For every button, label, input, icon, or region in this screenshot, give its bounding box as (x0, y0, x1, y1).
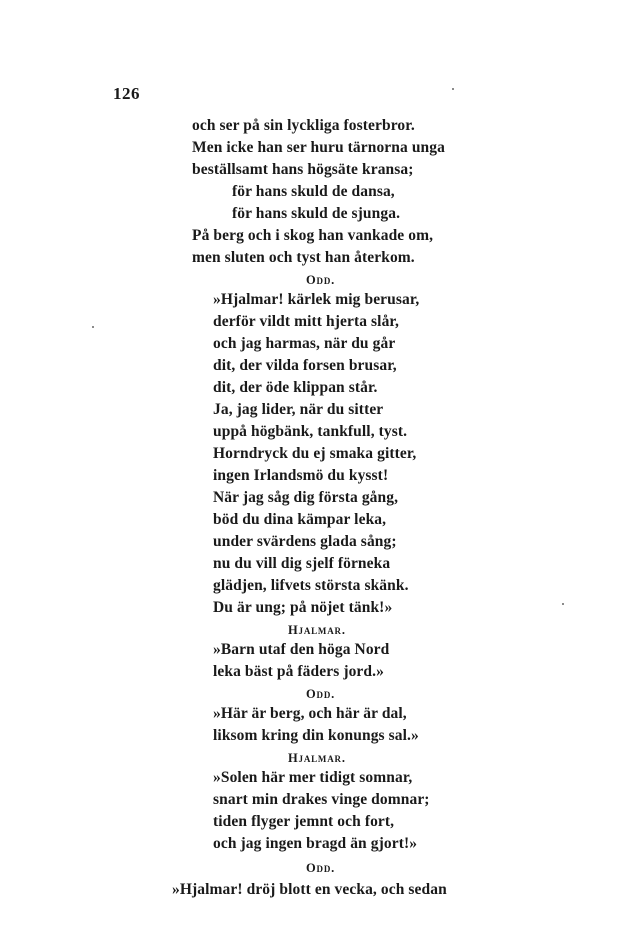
verse-line: »Här är berg, och här är dal, (213, 705, 407, 722)
verse-line: Men icke han ser huru tärnorna unga (192, 139, 445, 156)
verse-line: och jag ingen bragd än gjort!» (213, 835, 418, 852)
verse-line: glädjen, lifvets största skänk. (213, 577, 409, 594)
verse-line: men sluten och tyst han återkom. (192, 249, 415, 266)
verse-line: »Hjalmar! dröj blott en vecka, och sedan (172, 881, 447, 898)
speaker-label: Odd. (306, 273, 336, 287)
verse-line: tiden flyger jemnt och fort, (213, 813, 395, 830)
verse-line: nu du vill dig sjelf förneka (213, 555, 391, 572)
verse-line: liksom kring din konungs sal.» (213, 727, 419, 744)
verse-line: för hans skuld de sjunga. (232, 205, 401, 222)
verse-line: snart min drakes vinge domnar; (213, 791, 430, 808)
verse-line: böd du dina kämpar leka, (213, 511, 387, 528)
verse-line: leka bäst på fäders jord.» (213, 663, 384, 680)
speaker-label: Hjalmar. (288, 623, 346, 637)
speaker-label: Hjalmar. (288, 751, 346, 765)
verse-line: »Solen här mer tidigt somnar, (213, 769, 413, 786)
verse-line: och ser på sin lyckliga fosterbror. (192, 117, 415, 134)
verse-line: uppå högbänk, tankfull, tyst. (213, 423, 408, 440)
verse-line: Horndryck du ej smaka gitter, (213, 445, 417, 462)
scan-speck (92, 326, 94, 328)
scan-speck (452, 88, 454, 90)
verse-line: ingen Irlandsmö du kysst! (213, 467, 389, 484)
verse-line: under svärdens glada sång; (213, 533, 397, 550)
verse-line: derför vildt mitt hjerta slår, (213, 313, 399, 330)
verse-line: När jag såg dig första gång, (213, 489, 399, 506)
verse-line: dit, der öde klippan står. (213, 379, 378, 396)
speaker-label: Odd. (306, 861, 336, 875)
verse-line: och jag harmas, när du går (213, 335, 396, 352)
scan-speck (562, 603, 564, 605)
speaker-label: Odd. (306, 687, 336, 701)
verse-line: »Hjalmar! kärlek mig berusar, (213, 291, 420, 308)
verse-line: Ja, jag lider, när du sitter (213, 401, 384, 418)
verse-line: Du är ung; på nöjet tänk!» (213, 599, 393, 616)
verse-line: dit, der vilda forsen brusar, (213, 357, 397, 374)
verse-line: beställsamt hans högsäte kransa; (192, 161, 414, 178)
page-number: 126 (113, 84, 140, 103)
verse-line: På berg och i skog han vankade om, (192, 227, 434, 244)
verse-line: »Barn utaf den höga Nord (213, 641, 390, 658)
verse-line: för hans skuld de dansa, (232, 183, 395, 200)
